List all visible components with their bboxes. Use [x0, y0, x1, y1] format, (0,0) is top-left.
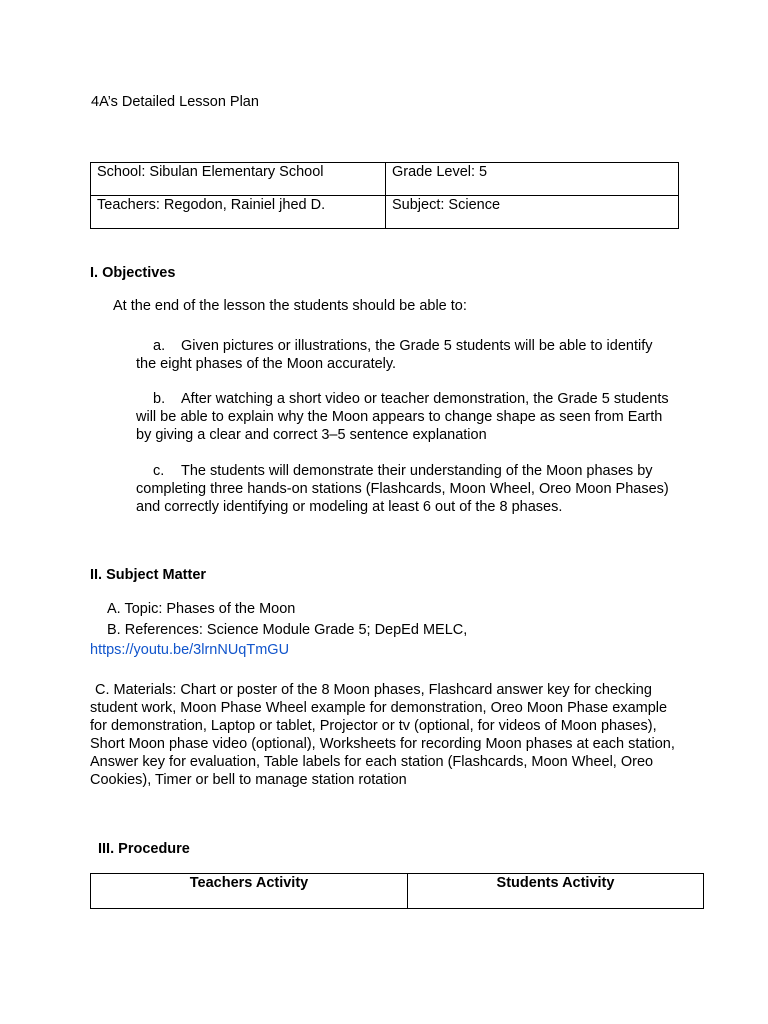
objectives-heading: I. Objectives: [90, 265, 176, 281]
references-line: B. References: Science Module Grade 5; DepEd MELC,: [107, 622, 468, 638]
objective-text: The students will demonstrate their understanding of the Moon phases by completing three hands-on stations (Flashcards, Moon Wheel, Oreo Moon Phases) and correctly identifying or modeling at least 6 out of the 8 phases.: [136, 463, 669, 515]
info-table: [90, 162, 679, 229]
objective-letter: c.: [153, 463, 165, 479]
subject-cell: Subject: Science: [386, 196, 679, 229]
objective-letter: a.: [153, 338, 166, 354]
objective-item-b: [136, 390, 676, 444]
subject-matter-heading: II. Subject Matter: [90, 567, 207, 583]
objective-letter: b.: [153, 391, 166, 407]
topic-line: A. Topic: Phases of the Moon: [107, 601, 296, 617]
grade-level-cell: Grade Level: 5: [386, 163, 679, 196]
table-row: [91, 163, 679, 196]
objective-item-c: [136, 462, 676, 516]
students-activity-header: Students Activity: [408, 874, 704, 909]
materials-paragraph: [90, 681, 680, 789]
table-row: [91, 874, 704, 909]
objective-item-a: [136, 337, 676, 373]
video-link[interactable]: https://youtu.be/3lrnNUqTmGU: [90, 642, 290, 658]
procedure-table: [90, 873, 704, 909]
teachers-cell: Teachers: Regodon, Rainiel jhed D.: [91, 196, 386, 229]
materials-text: C. Materials: Chart or poster of the 8 Moon phases, Flashcard answer key for checking student work, Moon Phase Wheel example for demonstration, Oreo Moon Phase example for demonstration, Laptop or tablet, Projector or tv (optional, for videos of Moon phases), Short Moon phase video (optional), Worksheets for recording Moon phases at each station, Answer key for evaluation, Table labels for each station (Flashcards, Moon Wheel, Oreo Cookies), Timer or bell to manage station rotation: [90, 682, 675, 788]
document-title: 4A’s Detailed Lesson Plan: [91, 94, 259, 110]
objectives-intro: At the end of the lesson the students should be able to:: [113, 298, 467, 314]
table-row: [91, 196, 679, 229]
teachers-activity-header: Teachers Activity: [91, 874, 408, 909]
objective-text: Given pictures or illustrations, the Grade 5 students will be able to identify the eight phases of the Moon accurately.: [136, 338, 653, 372]
objective-text: After watching a short video or teacher demonstration, the Grade 5 students will be able to explain why the Moon appears to change shape as seen from Earth by giving a clear and correct 3–5 sentence explanation: [136, 391, 669, 443]
procedure-heading: III. Procedure: [98, 841, 190, 857]
school-cell: School: Sibulan Elementary School: [91, 163, 386, 196]
